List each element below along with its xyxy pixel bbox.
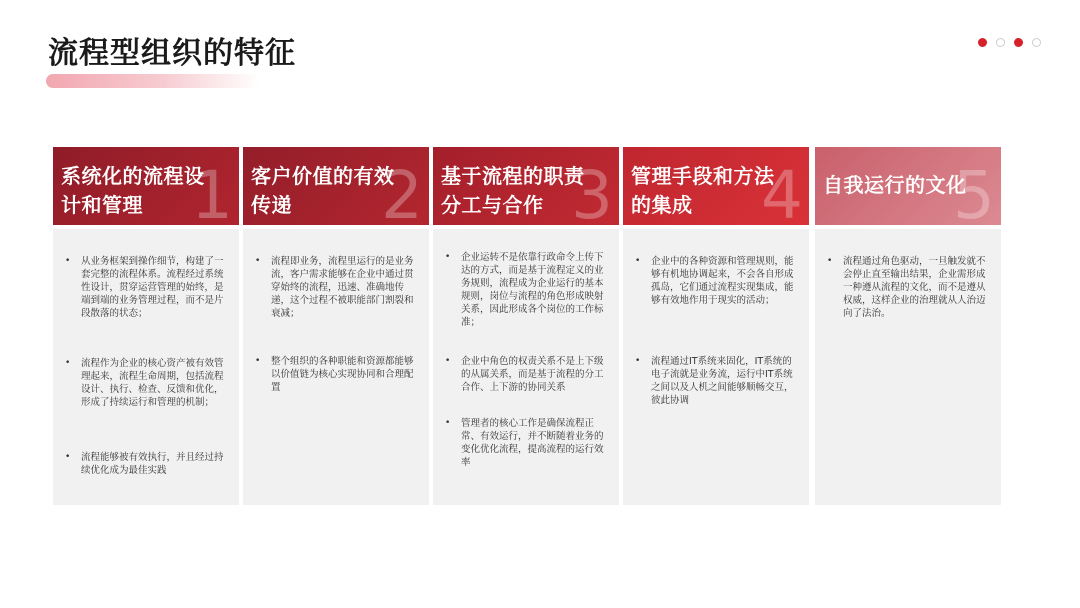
pager-dot-2	[996, 38, 1005, 47]
card-body-4	[623, 229, 809, 505]
title-underline	[46, 74, 260, 88]
list-item	[255, 255, 421, 320]
card-body-2	[243, 229, 429, 505]
bullet-text: 企业中角色的权责关系不是上下级的从属关系，而是基于流程的分工合作、上下游的协同关系	[461, 356, 604, 393]
bullet-text: 流程通过IT系统来固化，IT系统的电子流就是业务流，运行中IT系统之间以及人机之间能够顺畅交互，彼此协调	[651, 356, 794, 406]
card-body-5	[815, 229, 1001, 505]
card-title-2: 客户价值的有效传递	[251, 164, 395, 217]
card-header-4	[623, 147, 809, 225]
card-header-2	[243, 147, 429, 225]
bullet-text: 流程即业务，流程里运行的是业务流，客户需求能够在企业中通过贯穿始终的流程，迅速、准确地传递，这个过程不被职能部门割裂和衰减；	[271, 256, 414, 319]
card-title-5: 自我运行的文化	[823, 173, 967, 197]
list-item	[65, 451, 231, 477]
bullet-dot-icon: •	[65, 358, 71, 368]
bullet-text: 企业运转不是依靠行政命令上传下达的方式，而是基于流程定义的业务规则，流程成为企业运行的基本规则，岗位与流程的角色形成映射关系，因此形成各个岗位的工作标准；	[461, 252, 604, 328]
card-number-3: 3	[571, 157, 613, 225]
bullet-dot-icon: •	[827, 256, 833, 266]
page-indicator	[978, 38, 1041, 47]
pager-dot-3	[1014, 38, 1023, 47]
bullet-text: 管理者的核心工作是确保流程正常、有效运行，并不断随着业务的变化优化流程，提高流程的运行效率	[461, 418, 604, 468]
card-number-5: 5	[953, 157, 995, 225]
bullet-text: 从业务框架到操作细节，构建了一套完整的流程体系。流程经过系统性设计，贯穿运营管理的始终，是端到端的业务管理过程，而不是片段散落的状态；	[81, 256, 224, 319]
card-title-3: 基于流程的职责分工与合作	[441, 164, 585, 217]
pager-dot-1	[978, 38, 987, 47]
feature-card-1	[53, 147, 239, 505]
bullet-dot-icon: •	[445, 252, 451, 262]
card-title-4: 管理手段和方法的集成	[631, 164, 775, 217]
card-body-1	[53, 229, 239, 505]
bullet-dot-icon: •	[255, 256, 261, 266]
bullet-dot-icon: •	[65, 256, 71, 266]
bullet-dot-icon: •	[635, 356, 641, 366]
card-number-1: 1	[191, 157, 233, 225]
bullet-dot-icon: •	[445, 356, 451, 366]
card-header-1	[53, 147, 239, 225]
list-item	[445, 355, 611, 394]
bullet-text: 整个组织的各种职能和资源都能够以价值链为核心实现协同和合理配置	[271, 356, 414, 393]
list-item	[827, 255, 993, 320]
bullet-text: 流程通过角色驱动，一旦触发就不会停止直至输出结果，企业需形成一种遵从流程的文化，而不是遵从权威，这样企业的治理就从人治迈向了法治。	[843, 256, 986, 319]
list-item	[635, 355, 801, 407]
list-item	[255, 355, 421, 394]
list-item	[635, 255, 801, 307]
card-header-3	[433, 147, 619, 225]
bullet-dot-icon: •	[255, 356, 261, 366]
card-title-1: 系统化的流程设计和管理	[61, 164, 205, 217]
list-item	[445, 251, 611, 329]
bullet-text: 流程能够被有效执行，并且经过持续优化成为最佳实践	[81, 452, 224, 476]
bullet-dot-icon: •	[65, 452, 71, 462]
bullet-text: 流程作为企业的核心资产被有效管理起来，流程生命周期，包括流程设计、执行、检查、反馈和优化，形成了持续运行和管理的机制；	[81, 358, 224, 408]
card-number-4: 4	[761, 157, 803, 225]
bullet-text: 企业中的各种资源和管理规则，能够有机地协调起来，不会各自形成孤岛，它们通过流程实现集成，能够有效地作用于现实的活动；	[651, 256, 794, 306]
bullet-dot-icon: •	[635, 256, 641, 266]
card-body-3	[433, 229, 619, 505]
bullet-dot-icon: •	[445, 418, 451, 428]
page-title: 流程型组织的特征	[48, 36, 296, 71]
feature-card-4	[623, 147, 809, 505]
list-item	[445, 417, 611, 469]
feature-card-3	[433, 147, 619, 505]
list-item	[65, 255, 231, 320]
feature-card-2	[243, 147, 429, 505]
card-header-5	[815, 147, 1001, 225]
pager-dot-4	[1032, 38, 1041, 47]
feature-card-5	[815, 147, 1001, 505]
card-number-2: 2	[381, 157, 423, 225]
list-item	[65, 357, 231, 409]
